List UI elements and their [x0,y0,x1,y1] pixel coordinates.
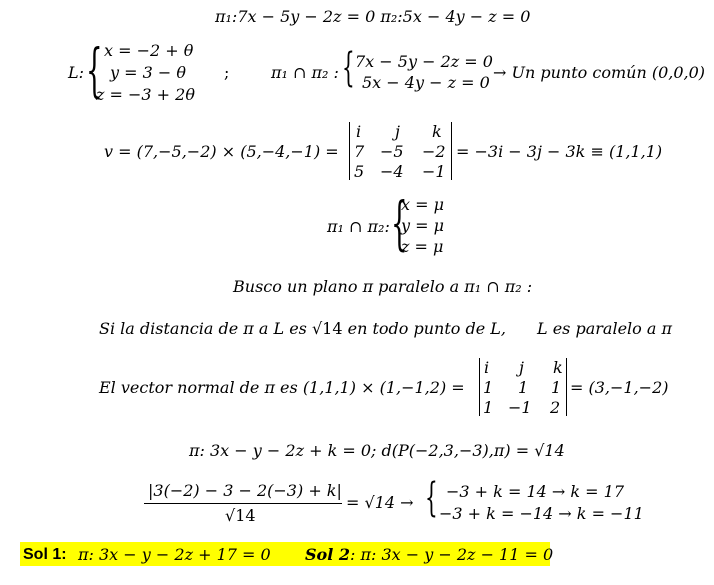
planes-line: π₁:7x − 5y − 2z = 0 π₂:5x − 4y − z = 0 [215,7,531,26]
fraction-denominator: √14 [225,506,256,525]
case-1: −3 + k = 14 → k = 17 [446,482,625,501]
det1-cell: −5 [380,142,404,161]
intersection-eq-1: 7x − 5y − 2z = 0 [355,52,493,71]
v-rhs: = −3i − 3j − 3k ≡ (1,1,1) [456,142,663,161]
sol2-label: Sol 2 [305,545,351,564]
distancia-text-b: en todo punto de L, [342,319,506,338]
normal-rhs: = (3,−1,−2) [570,378,669,397]
det1-cell: k [432,122,442,141]
sol1-label: Sol 1: [23,546,67,563]
v-lhs: v = (7,−5,−2) × (5,−4,−1) = [104,142,339,161]
fraction-numerator: |3(−2) − 3 − 2(−3) + k| [148,481,342,500]
paralelo-text: L es paralelo a π [537,319,673,338]
det1-cell: i [356,122,362,141]
det1-cell: 7 [354,142,365,161]
semicolon: ; [224,63,230,82]
det2-cell: 1 [551,378,562,397]
det1-right-bar [451,122,452,180]
cases-brace: { [425,475,438,521]
busco-line: Busco un plano π paralelo a π₁ ∩ π₂ : [233,277,533,296]
intersection-brace: { [342,45,355,91]
fraction-bar [144,503,342,504]
distancia-text-a: Si la distancia de π a L es [99,319,312,338]
fraction-rhs: = √14 → [346,493,414,512]
det2-cell: j [519,358,524,377]
sqrt14-text: √14 [311,319,343,338]
L-brace: { [86,36,103,104]
det1-cell: 5 [354,162,365,181]
det1-left-bar [349,122,350,180]
det2-cell: 2 [550,398,561,417]
det1-cell: −2 [422,142,446,161]
intersection2-eq-z: z = μ [401,237,444,256]
normal-lhs: El vector normal de π es (1,1,1) × (1,−1,2) = [99,378,465,397]
intersection-eq-2: 5x − 4y − z = 0 [362,73,490,92]
det1-cell: −1 [422,162,446,181]
det2-cell: k [553,358,563,377]
det2-cell: 1 [483,398,494,417]
det2-right-bar [566,358,567,416]
intersection-label: π₁ ∩ π₂ : [271,63,339,82]
common-point: → Un punto común (0,0,0) [493,63,706,82]
det2-cell: 1 [518,378,529,397]
det2-left-bar [479,358,480,416]
intersection2-eq-y: y = μ [401,216,445,235]
L-label: L: [68,63,85,82]
sol2-equation: : π: 3x − y − 2z − 11 = 0 [350,545,554,564]
distancia-line [99,320,506,338]
intersection2-brace: { [391,189,408,257]
case-2: −3 + k = −14 → k = −11 [439,504,644,523]
intersection2-label: π₁ ∩ π₂: [327,217,390,236]
det1-cell: j [395,122,400,141]
plane-equation: π: 3x − y − 2z + k = 0; d(P(−2,3,−3),π) = √14 [189,441,565,460]
intersection2-eq-x: x = μ [401,195,444,214]
det2-cell: i [484,358,490,377]
det1-cell: −4 [380,162,404,181]
L-eq-y: y = 3 − θ [110,63,187,82]
det2-cell: −1 [508,398,532,417]
L-eq-z: z = −3 + 2θ [96,85,195,104]
L-eq-x: x = −2 + θ [104,41,194,60]
det2-cell: 1 [483,378,494,397]
sol1-equation: π: 3x − y − 2z + 17 = 0 [78,545,271,564]
